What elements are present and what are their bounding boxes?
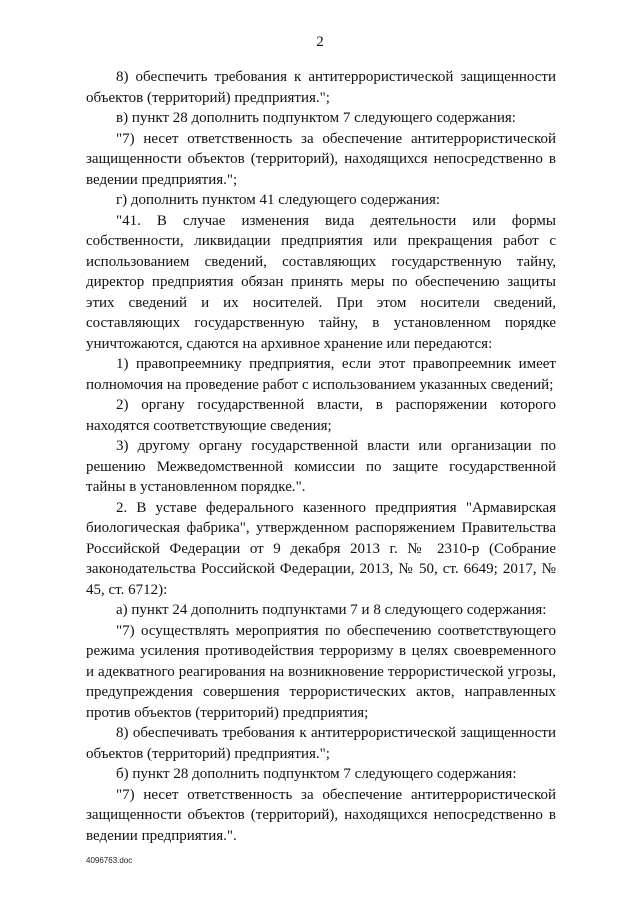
page-number: 2 <box>316 34 324 50</box>
paragraph: 2) органу государственной власти, в распоряжении которого находятся соответствующие сведения; <box>86 397 556 434</box>
paragraph: г) дополнить пунктом 41 следующего содержания: <box>116 192 441 208</box>
paragraph: 2. В уставе федерального казенного предприятия "Армавирская биологическая фабрика", утвержденном распоряжением Правительства Российской Федерации от 9 декабря 2013 г. № 2310-р (Собрание законодательства Российской Федерации, 2013, № 50, ст. 6649; 2017, № 45, ст. 6712): <box>86 499 556 598</box>
paragraph: "7) несет ответственность за обеспечение антитеррористической защищенности объектов (территорий), находящихся непосредственно в ведении предприятия.". <box>86 786 556 844</box>
paragraph: "41. В случае изменения вида деятельности или формы собственности, ликвидации предприятия или прекращения работ с использованием сведений, составляющих государственную тайну, директор предприятия обязан принять меры по обеспечению защиты этих сведений и их носителей. При этом носители сведений, составляющих государственную тайну, в установленном порядке уничтожаются, сдаются на архивное хранение или передаются: <box>86 212 556 352</box>
file-name-footer: 4096763.doc <box>86 856 133 865</box>
paragraph: "7) несет ответственность за обеспечение антитеррористической защищенности объектов (территорий), находящихся непосредственно в ведении предприятия."; <box>86 130 556 188</box>
paragraph: "7) осуществлять мероприятия по обеспечению соответствующего режима усиления противодействия терроризму в целях своевременного и адекватного реагирования на возникновение террористической угрозы, предупреждения совершения террористических актов, направленных против объектов (территорий) предприятия; <box>86 622 556 721</box>
paragraph: а) пункт 24 дополнить подпунктами 7 и 8 следующего содержания: <box>116 602 547 618</box>
paragraph: 1) правопреемнику предприятия, если этот правопреемник имеет полномочия на проведение работ с использованием указанных сведений; <box>86 356 556 393</box>
paragraph: 8) обеспечивать требования к антитеррористической защищенности объектов (территорий) предприятия."; <box>86 725 556 762</box>
paragraph: 3) другому органу государственной власти или организации по решению Межведомственной комиссии по защите государственной тайны в установленном порядке.". <box>86 438 556 495</box>
paragraph: б) пункт 28 дополнить подпунктом 7 следующего содержания: <box>116 766 517 782</box>
paragraph: в) пункт 28 дополнить подпунктом 7 следующего содержания: <box>116 110 516 126</box>
document-body <box>86 67 556 846</box>
paragraph: 8) обеспечить требования к антитеррористической защищенности объектов (территорий) предприятия."; <box>86 69 556 106</box>
